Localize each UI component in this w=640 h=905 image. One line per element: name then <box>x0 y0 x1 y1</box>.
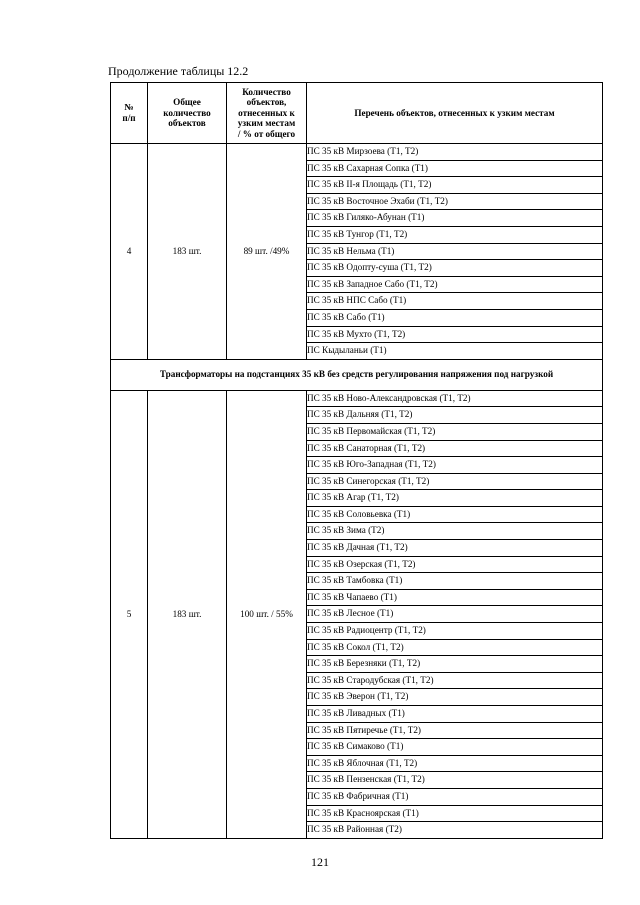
list-item: ПС 35 кВ Нельма (Т1) <box>307 243 603 260</box>
list-item: ПС 35 кВ Пензенская (Т1, Т2) <box>307 772 603 789</box>
list-item: ПС 35 кВ Восточное Эхаби (Т1, Т2) <box>307 193 603 210</box>
table-row <box>111 390 603 407</box>
table-row <box>111 144 603 161</box>
list-item: ПС 35 кВ Зима (Т2) <box>307 523 603 540</box>
list-item: ПС 35 кВ Озерская (Т1, Т2) <box>307 556 603 573</box>
list-item: ПС 35 кВ Лесное (Т1) <box>307 606 603 623</box>
list-item: ПС 35 кВ Сокол (Т1, Т2) <box>307 639 603 656</box>
list-item: ПС 35 кВ Синегорская (Т1, Т2) <box>307 473 603 490</box>
list-item: ПС 35 кВ Гиляко-Абунан (Т1) <box>307 210 603 227</box>
list-item: ПС 35 кВ Соловьевка (Т1) <box>307 506 603 523</box>
list-item: ПС 35 кВ Тунгор (Т1, Т2) <box>307 226 603 243</box>
page-number: 121 <box>311 855 329 869</box>
list-item: ПС 35 кВ Стародубская (Т1, Т2) <box>307 672 603 689</box>
list-item: ПС 35 кВ Агар (Т1, Т2) <box>307 490 603 507</box>
substations-table <box>110 82 603 839</box>
list-item: ПС 35 кВ Эверон (Т1, Т2) <box>307 689 603 706</box>
table-caption: Продолжение таблицы 12.2 <box>108 64 249 78</box>
list-item: ПС 35 кВ Мирзоева (Т1, Т2) <box>307 144 603 161</box>
header-total <box>148 83 227 144</box>
header-num <box>111 83 148 144</box>
list-item: ПС 35 кВ Одопту-суша (Т1, Т2) <box>307 260 603 277</box>
list-item: ПС 35 кВ Западное Сабо (Т1, Т2) <box>307 276 603 293</box>
list-item: ПС 35 кВ Яблочная (Т1, Т2) <box>307 755 603 772</box>
header-bottleneck <box>227 83 307 144</box>
section-row <box>111 359 603 390</box>
section-title: Трансформаторы на подстанциях 35 кВ без средств регулирования напряжения под нагрузкой <box>111 359 603 390</box>
list-item: ПС 35 кВ Красноярская (Т1) <box>307 805 603 822</box>
header-bottleneck-text: Количество объектов, отнесенных к узким местам / % от общего <box>237 86 296 139</box>
list-item: ПС 35 кВ Фабричная (Т1) <box>307 788 603 805</box>
group-num: 4 <box>111 144 148 360</box>
list-item: ПС 35 кВ Санаторная (Т1, Т2) <box>307 440 603 457</box>
list-item: ПС 35 кВ Тамбовка (Т1) <box>307 573 603 590</box>
list-item: ПС 35 кВ Ново-Александровская (Т1, Т2) <box>307 390 603 407</box>
group-num: 5 <box>111 390 148 838</box>
list-item: ПС 35 кВ Сабо (Т1) <box>307 309 603 326</box>
table-header-row <box>111 83 603 144</box>
header-list <box>307 83 603 144</box>
group-total: 183 шт. <box>148 390 227 838</box>
table-body <box>111 144 603 839</box>
list-item: ПС 35 кВ Березняки (Т1, Т2) <box>307 656 603 673</box>
header-list-text: Перечень объектов, отнесенных к узким местам <box>354 107 555 118</box>
list-item: ПС 35 кВ Районная (Т2) <box>307 822 603 839</box>
header-total-text: Общее количество объектов <box>163 97 211 129</box>
group-bottleneck: 89 шт. /49% <box>227 144 307 360</box>
list-item: ПС 35 кВ Сахарная Сопка (Т1) <box>307 160 603 177</box>
list-item: ПС Кыдыланьи (Т1) <box>307 343 603 360</box>
group-total: 183 шт. <box>148 144 227 360</box>
list-item: ПС 35 кВ Дальняя (Т1, Т2) <box>307 407 603 424</box>
list-item: ПС 35 кВ II-я Площадь (Т1, Т2) <box>307 177 603 194</box>
list-item: ПС 35 кВ Ливадных (Т1) <box>307 706 603 723</box>
list-item: ПС 35 кВ Первомайская (Т1, Т2) <box>307 423 603 440</box>
group-bottleneck: 100 шт. / 55% <box>227 390 307 838</box>
list-item: ПС 35 кВ Пятиречье (Т1, Т2) <box>307 722 603 739</box>
list-item: ПС 35 кВ Дачная (Т1, Т2) <box>307 540 603 557</box>
list-item: ПС 35 кВ Юго-Западная (Т1, Т2) <box>307 457 603 474</box>
list-item: ПС 35 кВ Симаково (Т1) <box>307 739 603 756</box>
list-item: ПС 35 кВ Радиоцентр (Т1, Т2) <box>307 623 603 640</box>
header-num-text: № п/п <box>122 102 136 123</box>
list-item: ПС 35 кВ Мухто (Т1, Т2) <box>307 326 603 343</box>
list-item: ПС 35 кВ Чапаево (Т1) <box>307 589 603 606</box>
list-item: ПС 35 кВ НПС Сабо (Т1) <box>307 293 603 310</box>
